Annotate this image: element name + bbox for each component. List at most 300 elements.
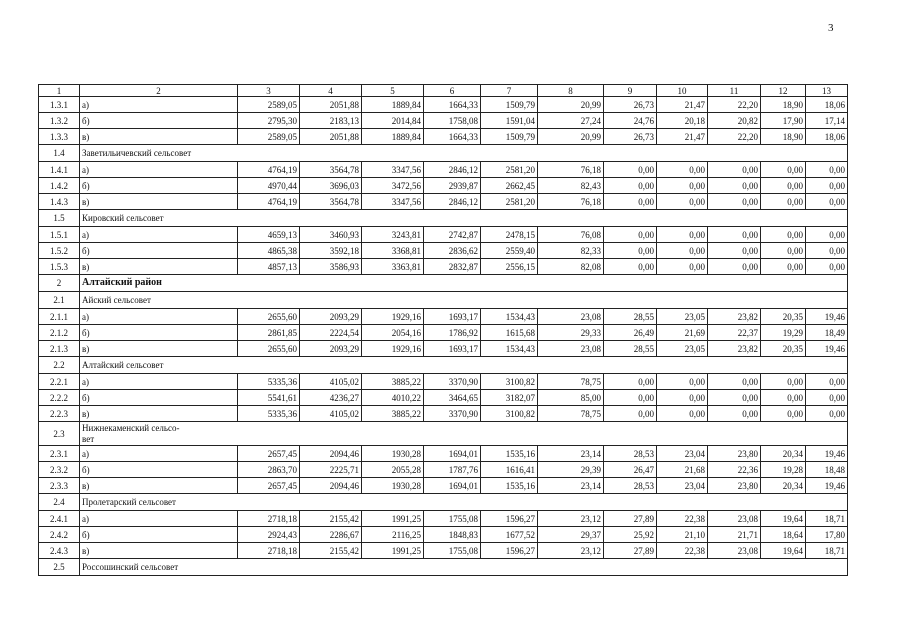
value-cell: 2718,18 xyxy=(238,511,300,527)
value-cell: 1755,08 xyxy=(424,511,481,527)
value-cell: 22,20 xyxy=(708,129,761,145)
table-row xyxy=(39,511,848,527)
value-cell: 0,00 xyxy=(708,259,761,275)
value-cell: 4970,44 xyxy=(238,178,300,194)
value-cell: 2662,45 xyxy=(481,178,538,194)
value-cell: 4764,19 xyxy=(238,162,300,178)
value-cell: 17,90 xyxy=(761,113,806,129)
value-cell: 23,08 xyxy=(708,511,761,527)
table-row xyxy=(39,406,848,422)
value-cell: 1535,16 xyxy=(481,478,538,494)
value-cell: 20,35 xyxy=(761,341,806,357)
table-row xyxy=(39,113,848,129)
value-cell: 0,00 xyxy=(761,259,806,275)
row-number: 1.5.3 xyxy=(39,259,80,275)
value-cell: 2589,05 xyxy=(238,129,300,145)
value-cell: 29,33 xyxy=(538,325,604,341)
value-cell: 1755,08 xyxy=(424,543,481,559)
value-cell: 3885,22 xyxy=(362,406,424,422)
value-cell: 76,08 xyxy=(538,227,604,243)
value-cell: 82,43 xyxy=(538,178,604,194)
row-number: 2.3 xyxy=(39,422,80,446)
value-cell: 85,00 xyxy=(538,390,604,406)
table-row xyxy=(39,341,848,357)
value-cell: 3347,56 xyxy=(362,194,424,210)
value-cell: 26,49 xyxy=(604,325,657,341)
value-cell: 2054,16 xyxy=(362,325,424,341)
value-cell: 0,00 xyxy=(604,259,657,275)
value-cell: 0,00 xyxy=(761,162,806,178)
value-cell: 23,04 xyxy=(657,478,708,494)
table-row xyxy=(39,194,848,210)
value-cell: 26,73 xyxy=(604,129,657,145)
row-number: 2.2.2 xyxy=(39,390,80,406)
value-cell: 1596,27 xyxy=(481,543,538,559)
value-cell: 3370,90 xyxy=(424,406,481,422)
value-cell: 2286,67 xyxy=(300,527,362,543)
value-cell: 3460,93 xyxy=(300,227,362,243)
value-cell: 20,34 xyxy=(761,478,806,494)
value-cell: 23,82 xyxy=(708,341,761,357)
value-cell: 2795,30 xyxy=(238,113,300,129)
value-cell: 2094,46 xyxy=(300,478,362,494)
table-row xyxy=(39,390,848,406)
value-cell: 23,12 xyxy=(538,511,604,527)
value-cell: 1677,52 xyxy=(481,527,538,543)
value-cell: 1509,79 xyxy=(481,97,538,113)
value-cell: 21,10 xyxy=(657,527,708,543)
value-cell: 28,53 xyxy=(604,446,657,462)
value-cell: 1758,08 xyxy=(424,113,481,129)
value-cell: 1534,43 xyxy=(481,341,538,357)
value-cell: 19,46 xyxy=(806,478,848,494)
value-cell: 3592,18 xyxy=(300,243,362,259)
section-row xyxy=(39,292,848,309)
variant-label: а) xyxy=(80,374,238,390)
value-cell: 1929,16 xyxy=(362,309,424,325)
value-cell: 4764,19 xyxy=(238,194,300,210)
column-header: 12 xyxy=(761,85,806,97)
value-cell: 2861,85 xyxy=(238,325,300,341)
value-cell: 0,00 xyxy=(806,390,848,406)
value-cell: 22,36 xyxy=(708,462,761,478)
value-cell: 29,39 xyxy=(538,462,604,478)
table-row xyxy=(39,243,848,259)
value-cell: 3464,65 xyxy=(424,390,481,406)
row-number: 1.5 xyxy=(39,210,80,227)
row-number: 2.3.2 xyxy=(39,462,80,478)
section-name: Айский сельсовет xyxy=(80,292,848,309)
section-row xyxy=(39,559,848,576)
value-cell: 23,05 xyxy=(657,341,708,357)
value-cell: 17,80 xyxy=(806,527,848,543)
value-cell: 0,00 xyxy=(657,406,708,422)
value-cell: 1615,68 xyxy=(481,325,538,341)
value-cell: 82,08 xyxy=(538,259,604,275)
variant-label: а) xyxy=(80,227,238,243)
value-cell: 20,82 xyxy=(708,113,761,129)
row-number: 2.1.2 xyxy=(39,325,80,341)
value-cell: 0,00 xyxy=(657,259,708,275)
column-header: 2 xyxy=(80,85,238,97)
column-header: 3 xyxy=(238,85,300,97)
value-cell: 0,00 xyxy=(708,194,761,210)
value-cell: 19,46 xyxy=(806,341,848,357)
value-cell: 0,00 xyxy=(657,178,708,194)
value-cell: 1693,17 xyxy=(424,341,481,357)
value-cell: 2116,25 xyxy=(362,527,424,543)
value-cell: 23,04 xyxy=(657,446,708,462)
value-cell: 23,14 xyxy=(538,478,604,494)
value-cell: 2657,45 xyxy=(238,478,300,494)
value-cell: 2014,84 xyxy=(362,113,424,129)
row-number: 1.4 xyxy=(39,145,80,162)
value-cell: 1694,01 xyxy=(424,446,481,462)
tariff-table xyxy=(38,84,848,576)
row-number: 1.5.1 xyxy=(39,227,80,243)
row-number: 2.2.1 xyxy=(39,374,80,390)
value-cell: 0,00 xyxy=(761,243,806,259)
column-header: 7 xyxy=(481,85,538,97)
column-header: 10 xyxy=(657,85,708,97)
value-cell: 2478,15 xyxy=(481,227,538,243)
value-cell: 2742,87 xyxy=(424,227,481,243)
value-cell: 23,05 xyxy=(657,309,708,325)
value-cell: 0,00 xyxy=(806,194,848,210)
value-cell: 4010,22 xyxy=(362,390,424,406)
value-cell: 3347,56 xyxy=(362,162,424,178)
value-cell: 21,69 xyxy=(657,325,708,341)
table-row xyxy=(39,309,848,325)
value-cell: 26,73 xyxy=(604,97,657,113)
value-cell: 2183,13 xyxy=(300,113,362,129)
table-row xyxy=(39,97,848,113)
value-cell: 19,29 xyxy=(761,325,806,341)
value-cell: 0,00 xyxy=(604,178,657,194)
section-name: Кировский сельсовет xyxy=(80,210,848,227)
value-cell: 1664,33 xyxy=(424,129,481,145)
value-cell: 2055,28 xyxy=(362,462,424,478)
value-cell: 20,35 xyxy=(761,309,806,325)
row-number: 2.3.1 xyxy=(39,446,80,462)
value-cell: 19,46 xyxy=(806,446,848,462)
value-cell: 1787,76 xyxy=(424,462,481,478)
section-row xyxy=(39,422,848,446)
value-cell: 22,38 xyxy=(657,511,708,527)
value-cell: 18,49 xyxy=(806,325,848,341)
value-cell: 2556,15 xyxy=(481,259,538,275)
value-cell: 3564,78 xyxy=(300,194,362,210)
value-cell: 1889,84 xyxy=(362,97,424,113)
variant-label: а) xyxy=(80,162,238,178)
section-row xyxy=(39,210,848,227)
value-cell: 2718,18 xyxy=(238,543,300,559)
row-number: 2.5 xyxy=(39,559,80,576)
value-cell: 4105,02 xyxy=(300,406,362,422)
value-cell: 2924,43 xyxy=(238,527,300,543)
value-cell: 1664,33 xyxy=(424,97,481,113)
value-cell: 18,71 xyxy=(806,543,848,559)
value-cell: 3182,07 xyxy=(481,390,538,406)
value-cell: 0,00 xyxy=(806,406,848,422)
column-header: 11 xyxy=(708,85,761,97)
value-cell: 18,71 xyxy=(806,511,848,527)
value-cell: 1535,16 xyxy=(481,446,538,462)
value-cell: 18,48 xyxy=(806,462,848,478)
value-cell: 23,08 xyxy=(538,309,604,325)
value-cell: 0,00 xyxy=(761,178,806,194)
value-cell: 0,00 xyxy=(657,227,708,243)
value-cell: 3243,81 xyxy=(362,227,424,243)
value-cell: 2655,60 xyxy=(238,341,300,357)
value-cell: 2846,12 xyxy=(424,162,481,178)
value-cell: 19,46 xyxy=(806,309,848,325)
row-number: 1.3.3 xyxy=(39,129,80,145)
value-cell: 0,00 xyxy=(657,162,708,178)
variant-label: б) xyxy=(80,178,238,194)
value-cell: 19,64 xyxy=(761,543,806,559)
variant-label: а) xyxy=(80,446,238,462)
value-cell: 5335,36 xyxy=(238,406,300,422)
value-cell: 4236,27 xyxy=(300,390,362,406)
value-cell: 3472,56 xyxy=(362,178,424,194)
value-cell: 0,00 xyxy=(604,243,657,259)
value-cell: 28,55 xyxy=(604,341,657,357)
variant-label: в) xyxy=(80,478,238,494)
section-name: Пролетарский сельсовет xyxy=(80,494,848,511)
value-cell: 23,08 xyxy=(708,543,761,559)
column-header: 4 xyxy=(300,85,362,97)
row-number: 2.4.3 xyxy=(39,543,80,559)
value-cell: 0,00 xyxy=(806,259,848,275)
value-cell: 19,64 xyxy=(761,511,806,527)
value-cell: 0,00 xyxy=(708,178,761,194)
value-cell: 20,34 xyxy=(761,446,806,462)
value-cell: 0,00 xyxy=(761,406,806,422)
value-cell: 29,37 xyxy=(538,527,604,543)
value-cell: 25,92 xyxy=(604,527,657,543)
value-cell: 1694,01 xyxy=(424,478,481,494)
value-cell: 18,90 xyxy=(761,129,806,145)
value-cell: 0,00 xyxy=(708,243,761,259)
value-cell: 2559,40 xyxy=(481,243,538,259)
row-number: 1.3.1 xyxy=(39,97,80,113)
column-header: 1 xyxy=(39,85,80,97)
value-cell: 1991,25 xyxy=(362,543,424,559)
value-cell: 2589,05 xyxy=(238,97,300,113)
row-number: 1.4.3 xyxy=(39,194,80,210)
section-row xyxy=(39,357,848,374)
value-cell: 3696,03 xyxy=(300,178,362,194)
table-row xyxy=(39,259,848,275)
section-name: Заветильичевский сельсовет xyxy=(80,145,848,162)
value-cell: 23,14 xyxy=(538,446,604,462)
variant-label: а) xyxy=(80,309,238,325)
value-cell: 3363,81 xyxy=(362,259,424,275)
value-cell: 26,47 xyxy=(604,462,657,478)
value-cell: 3885,22 xyxy=(362,374,424,390)
value-cell: 20,99 xyxy=(538,97,604,113)
value-cell: 2846,12 xyxy=(424,194,481,210)
value-cell: 28,53 xyxy=(604,478,657,494)
row-number: 2.2.3 xyxy=(39,406,80,422)
value-cell: 2094,46 xyxy=(300,446,362,462)
variant-label: б) xyxy=(80,113,238,129)
value-cell: 21,68 xyxy=(657,462,708,478)
table-row xyxy=(39,527,848,543)
value-cell: 18,06 xyxy=(806,97,848,113)
value-cell: 1930,28 xyxy=(362,446,424,462)
district-name: Алтайский район xyxy=(80,275,848,292)
value-cell: 0,00 xyxy=(806,162,848,178)
variant-label: в) xyxy=(80,406,238,422)
value-cell: 2093,29 xyxy=(300,309,362,325)
value-cell: 22,38 xyxy=(657,543,708,559)
value-cell: 1534,43 xyxy=(481,309,538,325)
table-row xyxy=(39,162,848,178)
row-number: 2.1.1 xyxy=(39,309,80,325)
value-cell: 28,55 xyxy=(604,309,657,325)
value-cell: 23,80 xyxy=(708,446,761,462)
value-cell: 20,99 xyxy=(538,129,604,145)
value-cell: 0,00 xyxy=(761,227,806,243)
row-number: 2.1 xyxy=(39,292,80,309)
column-header: 8 xyxy=(538,85,604,97)
value-cell: 18,06 xyxy=(806,129,848,145)
row-number: 2.4.2 xyxy=(39,527,80,543)
table-row xyxy=(39,462,848,478)
value-cell: 0,00 xyxy=(604,162,657,178)
table-row xyxy=(39,446,848,462)
value-cell: 3564,78 xyxy=(300,162,362,178)
value-cell: 0,00 xyxy=(708,374,761,390)
variant-label: в) xyxy=(80,543,238,559)
table-row xyxy=(39,478,848,494)
value-cell: 23,08 xyxy=(538,341,604,357)
value-cell: 1991,25 xyxy=(362,511,424,527)
value-cell: 27,24 xyxy=(538,113,604,129)
variant-label: б) xyxy=(80,462,238,478)
table-row xyxy=(39,325,848,341)
value-cell: 82,33 xyxy=(538,243,604,259)
value-cell: 1596,27 xyxy=(481,511,538,527)
value-cell: 22,20 xyxy=(708,97,761,113)
value-cell: 3586,93 xyxy=(300,259,362,275)
value-cell: 2836,62 xyxy=(424,243,481,259)
table-row xyxy=(39,543,848,559)
table-row xyxy=(39,178,848,194)
table-row xyxy=(39,374,848,390)
value-cell: 0,00 xyxy=(604,194,657,210)
row-number: 2 xyxy=(39,275,80,292)
section-name: Россошинский сельсовет xyxy=(80,559,848,576)
value-cell: 2863,70 xyxy=(238,462,300,478)
value-cell: 0,00 xyxy=(708,390,761,406)
value-cell: 4659,13 xyxy=(238,227,300,243)
value-cell: 1930,28 xyxy=(362,478,424,494)
value-cell: 0,00 xyxy=(708,406,761,422)
row-number: 2.3.3 xyxy=(39,478,80,494)
value-cell: 5335,36 xyxy=(238,374,300,390)
value-cell: 27,89 xyxy=(604,511,657,527)
value-cell: 2581,20 xyxy=(481,162,538,178)
value-cell: 4857,13 xyxy=(238,259,300,275)
value-cell: 1509,79 xyxy=(481,129,538,145)
value-cell: 18,90 xyxy=(761,97,806,113)
value-cell: 2051,88 xyxy=(300,129,362,145)
value-cell: 0,00 xyxy=(806,374,848,390)
variant-label: б) xyxy=(80,325,238,341)
value-cell: 2939,87 xyxy=(424,178,481,194)
section-name: Нижнекаменский сельсо- вет xyxy=(80,422,848,446)
value-cell: 0,00 xyxy=(604,390,657,406)
value-cell: 3100,82 xyxy=(481,374,538,390)
value-cell: 27,89 xyxy=(604,543,657,559)
value-cell: 0,00 xyxy=(806,243,848,259)
value-cell: 3368,81 xyxy=(362,243,424,259)
variant-label: в) xyxy=(80,259,238,275)
value-cell: 4105,02 xyxy=(300,374,362,390)
section-row xyxy=(39,494,848,511)
value-cell: 2832,87 xyxy=(424,259,481,275)
value-cell: 3370,90 xyxy=(424,374,481,390)
value-cell: 1889,84 xyxy=(362,129,424,145)
value-cell: 2225,71 xyxy=(300,462,362,478)
row-number: 1.4.2 xyxy=(39,178,80,194)
value-cell: 3100,82 xyxy=(481,406,538,422)
variant-label: а) xyxy=(80,511,238,527)
variant-label: б) xyxy=(80,243,238,259)
value-cell: 0,00 xyxy=(708,162,761,178)
value-cell: 2224,54 xyxy=(300,325,362,341)
value-cell: 17,14 xyxy=(806,113,848,129)
value-cell: 0,00 xyxy=(604,227,657,243)
value-cell: 2093,29 xyxy=(300,341,362,357)
value-cell: 2581,20 xyxy=(481,194,538,210)
row-number: 2.4 xyxy=(39,494,80,511)
variant-label: б) xyxy=(80,390,238,406)
row-number: 1.5.2 xyxy=(39,243,80,259)
value-cell: 21,71 xyxy=(708,527,761,543)
value-cell: 1929,16 xyxy=(362,341,424,357)
table-body xyxy=(39,85,848,576)
value-cell: 0,00 xyxy=(761,390,806,406)
value-cell: 20,18 xyxy=(657,113,708,129)
column-header: 13 xyxy=(806,85,848,97)
value-cell: 0,00 xyxy=(657,194,708,210)
value-cell: 76,18 xyxy=(538,162,604,178)
value-cell: 0,00 xyxy=(806,227,848,243)
value-cell: 19,28 xyxy=(761,462,806,478)
variant-label: в) xyxy=(80,129,238,145)
value-cell: 76,18 xyxy=(538,194,604,210)
variant-label: б) xyxy=(80,527,238,543)
value-cell: 1848,83 xyxy=(424,527,481,543)
section-row xyxy=(39,145,848,162)
value-cell: 1786,92 xyxy=(424,325,481,341)
value-cell: 0,00 xyxy=(761,374,806,390)
value-cell: 0,00 xyxy=(604,406,657,422)
table-row xyxy=(39,129,848,145)
value-cell: 21,47 xyxy=(657,129,708,145)
column-header: 9 xyxy=(604,85,657,97)
value-cell: 0,00 xyxy=(708,227,761,243)
row-number: 1.3.2 xyxy=(39,113,80,129)
value-cell: 18,64 xyxy=(761,527,806,543)
row-number: 2.2 xyxy=(39,357,80,374)
value-cell: 0,00 xyxy=(657,390,708,406)
value-cell: 78,75 xyxy=(538,406,604,422)
